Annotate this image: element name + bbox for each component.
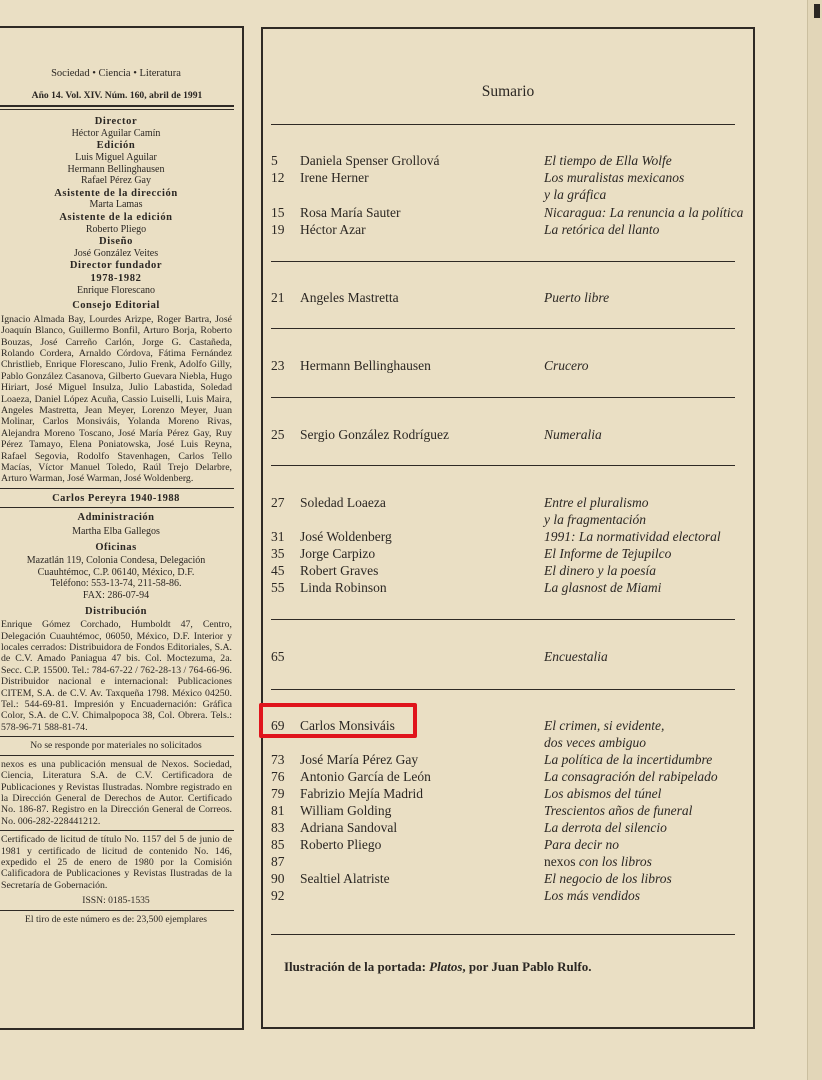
role-edicion: Edición: [96, 140, 136, 152]
role-asistente-direccion: Asistente de la dirección: [54, 187, 178, 199]
article-title: [544, 426, 602, 443]
author-name: Linda Robinson: [300, 580, 387, 595]
page-number: 45: [271, 563, 285, 578]
title-text: Crucero: [544, 358, 589, 373]
page-number: 85: [271, 837, 285, 852]
sumario-box: [261, 27, 755, 1029]
article-title: [544, 819, 667, 836]
page-marker: [814, 4, 820, 18]
page-number: 27: [271, 495, 285, 510]
oficinas-line: Cuauhtémoc, C.P. 06140, México, D.F.: [37, 566, 195, 578]
article-title: [544, 528, 721, 545]
page-number: 92: [271, 888, 285, 903]
consejo-title: Consejo Editorial: [72, 300, 160, 312]
title-text: Para decir no: [544, 837, 619, 852]
legal-notice: nexos es una publicación mensual de Nexos. Sociedad, Ciencia, Literatura S.A. de C.V. Certificadora de Publicaciones y Revistas Ilustradas. Nombre registrado en la Dirección General de Derechos de Autor. Certificado No. 186-87. Registro en la Dirección General de Correos. No. 006-282-228441212.: [1, 758, 232, 827]
double-rule: [0, 105, 234, 110]
fundador-years: 1978-1982: [90, 272, 142, 284]
section-rule: [271, 397, 735, 398]
sumario-entry: [263, 426, 753, 443]
caption-work: Platos: [429, 959, 463, 974]
administracion-name: Martha Elba Gallegos: [72, 525, 160, 537]
section-rule: [271, 619, 735, 620]
author-name: Robert Graves: [300, 563, 379, 578]
page-number: 76: [271, 769, 285, 784]
article-title: [544, 152, 672, 169]
page-number: 79: [271, 786, 285, 801]
divider: [0, 830, 234, 831]
title-text: El Informe de Tejupilco: [544, 546, 672, 561]
masthead-box: [0, 26, 244, 1030]
sumario-entry: [263, 169, 753, 186]
section-rule: [271, 328, 735, 329]
author-name: Antonio García de León: [300, 769, 431, 784]
article-title: [544, 169, 684, 186]
divider: [0, 755, 234, 756]
article-title: [544, 186, 606, 203]
tiro-line: El tiro de este número es de: 23,500 ejemplares: [25, 913, 207, 925]
title-prefix: nexos: [544, 854, 576, 869]
sumario-title: Sumario: [481, 83, 535, 100]
sumario-entry: [263, 289, 753, 306]
article-title: [544, 545, 671, 562]
licitud-notice: Certificado de licitud de título No. 1157 del 5 de junio de 1981 y certificado de licitud de contenido No. 146, expedido el 25 de enero de 1980 por la Comisión Calificadora de Publicaciones y Revistas Ilustradas de la Secretaría de Gobernación.: [1, 834, 232, 891]
article-title: [544, 579, 661, 596]
article-title: [544, 648, 608, 665]
divider: [0, 507, 234, 508]
sumario-entry: [263, 528, 753, 545]
title-text: Los más vendidos: [544, 888, 641, 903]
issn: ISSN: 0185-1535: [82, 895, 150, 907]
title-text: El negocio de los libros: [544, 871, 672, 886]
page-number: 15: [271, 205, 285, 220]
title-text: y la gráfica: [544, 187, 607, 202]
page-number: 5: [271, 153, 278, 168]
sumario-entry: [263, 802, 753, 819]
page-number: 73: [271, 752, 285, 767]
author-name: Adriana Sandoval: [300, 820, 398, 835]
title-text: Trescientos años de funeral: [544, 803, 693, 818]
article-title: [544, 494, 649, 511]
author-name: Irene Herner: [300, 170, 369, 185]
article-title: [544, 511, 646, 528]
article-title: [544, 751, 712, 768]
sumario-entry: [263, 819, 753, 836]
sumario-entry: [263, 152, 753, 169]
oficinas-title: Oficinas: [95, 541, 137, 553]
sumario-entry: [263, 768, 753, 785]
distribucion-text: Enrique Gómez Corchado, Humboldt 47, Centro, Delegación Cuauhtémoc, 06050, México, D.F. Interior y locales cerrados: Distribuidora de Fondos Editoriales, S.A. de C.V. Amado Paniagua 47 bis. Col. Moctezuma, 2a. Secc. C.P. 15500. Tel.: 784-67-22 / 762-28-13 / 764-66-96. Distribuidor nacional e internacional: Publicaciones CITEM, S.A. de C.V. Av. Taxqueña 1798. México 04250. Tel.: 544-69-81. Impresión y Encuadernación: Gráfica Color, S.A. de C.V. Chimalpopoca 38, Col. Obrera. Tels.: 578-96-71 588-81-74.: [1, 619, 232, 733]
sumario-entry: [263, 870, 753, 887]
asistente-direccion-name: Marta Lamas: [89, 199, 143, 211]
caption-suffix: , por Juan Pablo Rulfo.: [462, 959, 592, 974]
fundador-name: Enrique Florescano: [76, 284, 156, 296]
article-title: [544, 768, 718, 785]
caption-prefix: Ilustración de la portada:: [284, 959, 430, 974]
role-diseno: Diseño: [99, 236, 133, 248]
cover-caption: [284, 959, 591, 975]
article-title: [544, 562, 656, 579]
article-title: [544, 717, 664, 734]
sumario-entry: [263, 186, 753, 203]
sumario-entry: [263, 545, 753, 562]
article-title: [544, 204, 743, 221]
masthead-content: [0, 68, 234, 925]
section-rule: [271, 934, 735, 935]
page-number: 65: [271, 649, 285, 664]
page-number: 87: [271, 854, 285, 869]
article-title: [544, 853, 652, 870]
sumario-entry: [263, 494, 753, 511]
title-text: La retórica del llanto: [544, 222, 660, 237]
article-title: [544, 887, 640, 904]
role-director: Director: [94, 116, 138, 128]
author-name: Rosa María Sauter: [300, 205, 401, 220]
oficinas-line: Mazatlán 119, Colonia Condesa, Delegación: [26, 555, 206, 567]
issue-line: Año 14. Vol. XIV. Núm. 160, abril de 1991: [31, 89, 203, 101]
title-text: La política de la incertidumbre: [544, 752, 713, 767]
author-name: Sealtiel Alatriste: [300, 871, 390, 886]
page-number: 69: [271, 718, 285, 733]
administracion-title: Administración: [77, 512, 155, 524]
title-text: con los libros: [575, 854, 652, 869]
tagline: Sociedad • Ciencia • Literatura: [51, 68, 181, 79]
sumario-entry: [263, 579, 753, 596]
oficinas-line: FAX: 286-07-94: [82, 589, 150, 601]
title-text: Los abismos del túnel: [544, 786, 662, 801]
page-number: 90: [271, 871, 285, 886]
sumario-entry: [263, 511, 753, 528]
title-text: Encuestalia: [544, 649, 608, 664]
title-text: La consagración del rabipelado: [544, 769, 718, 784]
sumario-entry: [263, 785, 753, 802]
sumario-entry: [263, 221, 753, 238]
article-title: [544, 836, 619, 853]
pereyra-line: Carlos Pereyra 1940-1988: [52, 492, 180, 504]
title-text: El crimen, si evidente,: [544, 718, 665, 733]
role-director-fundador: Director fundador: [69, 260, 163, 272]
diseno-name: José González Veites: [73, 247, 159, 259]
title-text: La derrota del silencio: [544, 820, 667, 835]
title-text: Nicaragua: La renuncia a la política: [544, 205, 744, 220]
divider: [0, 910, 234, 911]
sumario-entry: [263, 751, 753, 768]
edicion-name: Rafael Pérez Gay: [81, 175, 151, 187]
author-name: Roberto Pliego: [300, 837, 382, 852]
page-number: 12: [271, 170, 285, 185]
title-text: Entre el pluralismo: [544, 495, 649, 510]
title-text: El tiempo de Ella Wolfe: [544, 153, 672, 168]
author-name: Héctor Azar: [300, 222, 366, 237]
article-title: [544, 734, 646, 751]
sumario-entry: [263, 836, 753, 853]
article-title: [544, 870, 672, 887]
director-name: Héctor Aguilar Camín: [71, 127, 161, 139]
title-text: dos veces ambiguo: [544, 735, 646, 750]
highlight-box: [259, 703, 417, 738]
sumario-entry: [263, 562, 753, 579]
author-name: Angeles Mastretta: [300, 290, 399, 305]
consejo-text: Ignacio Almada Bay, Lourdes Arizpe, Roger Bartra, José Joaquín Blanco, Guillermo Bonfil, Arturo Borja, Roberto Bouzas, José Carreño Carlón, Jorge G. Castañeda, Rolando Cordera, Arnaldo Córdova, Fátima Fernández Christlieb, Enrique Florescano, Julio Frenk, Adolfo Gilly, Pablo González Casanova, Gilberto Guevara Niebla, Hugo Hiriart, José Miguel Insulza, Julio Labastida, Soledad Loaeza, Daniel López Acuña, Cassio Luiselli, Luis Maira, Angeles Mastretta, Jean Meyer, Lorenzo Meyer, Juan Molinar, Carlos Monsiváis, Yolanda Moreno Rivas, Alejandra Moreno Toscano, José María Pérez Gay, Ruy Pérez Tamayo, Elena Poniatowska, José Luis Reyna, Rafael Segovia, Rodolfo Stavenhagen, Carlos Tello Macías, Víctor Manuel Toledo, Raúl Trejo Delarbre, Arturo Warman, José Warman, José Woldenberg.: [1, 313, 232, 485]
page-number: 35: [271, 546, 285, 561]
page-number: 83: [271, 820, 285, 835]
author-name: José María Pérez Gay: [300, 752, 419, 767]
no-responde-notice: No se responde por materiales no solicitados: [30, 740, 202, 752]
article-title: [544, 802, 692, 819]
page-number: 81: [271, 803, 285, 818]
author-name: William Golding: [300, 803, 392, 818]
page-number: 25: [271, 427, 285, 442]
title-text: Los muralistas mexicanos: [544, 170, 685, 185]
page-number: 23: [271, 358, 285, 373]
article-title: [544, 785, 661, 802]
section-rule: [271, 689, 735, 690]
asistente-edicion-name: Roberto Pliego: [85, 223, 147, 235]
author-name: Jorge Carpizo: [300, 546, 376, 561]
edicion-name: Hermann Bellinghausen: [67, 163, 165, 175]
title-text: 1991: La normatividad electoral: [544, 529, 721, 544]
author-name: Daniela Spenser Grollová: [300, 153, 440, 168]
author-name: Hermann Bellinghausen: [300, 358, 431, 373]
sumario-entry: [263, 357, 753, 374]
divider: [0, 488, 234, 489]
title-text: El dinero y la poesía: [544, 563, 656, 578]
divider: [0, 736, 234, 737]
section-rule: [271, 465, 735, 466]
title-text: Puerto libre: [544, 290, 610, 305]
distribucion-title: Distribución: [84, 605, 147, 617]
sumario-entry: [263, 853, 753, 870]
author-name: Sergio González Rodríguez: [300, 427, 449, 442]
author-name: Soledad Loaeza: [300, 495, 386, 510]
author-name: José Woldenberg: [300, 529, 392, 544]
page-edge: [807, 0, 822, 1080]
section-rule: [271, 124, 735, 125]
article-title: [544, 357, 589, 374]
sumario-entry: [263, 204, 753, 221]
page-number: 21: [271, 290, 285, 305]
role-asistente-edicion: Asistente de la edición: [59, 211, 173, 223]
edicion-name: Luis Miguel Aguilar: [75, 151, 157, 163]
title-text: y la fragmentación: [544, 512, 646, 527]
sumario-entry: [263, 887, 753, 904]
section-rule: [271, 261, 735, 262]
title-text: La glasnost de Miami: [544, 580, 662, 595]
page-number: 19: [271, 222, 285, 237]
sumario-entry: [263, 648, 753, 665]
page-number: 55: [271, 580, 285, 595]
article-title: [544, 221, 659, 238]
page-number: 31: [271, 529, 285, 544]
author-name: Fabrizio Mejía Madrid: [300, 786, 423, 801]
article-title: [544, 289, 609, 306]
title-text: Numeralia: [544, 427, 602, 442]
author-name: Carlos Monsiváis: [300, 718, 395, 733]
oficinas-line: Teléfono: 553-13-74, 211-58-86.: [50, 578, 182, 590]
